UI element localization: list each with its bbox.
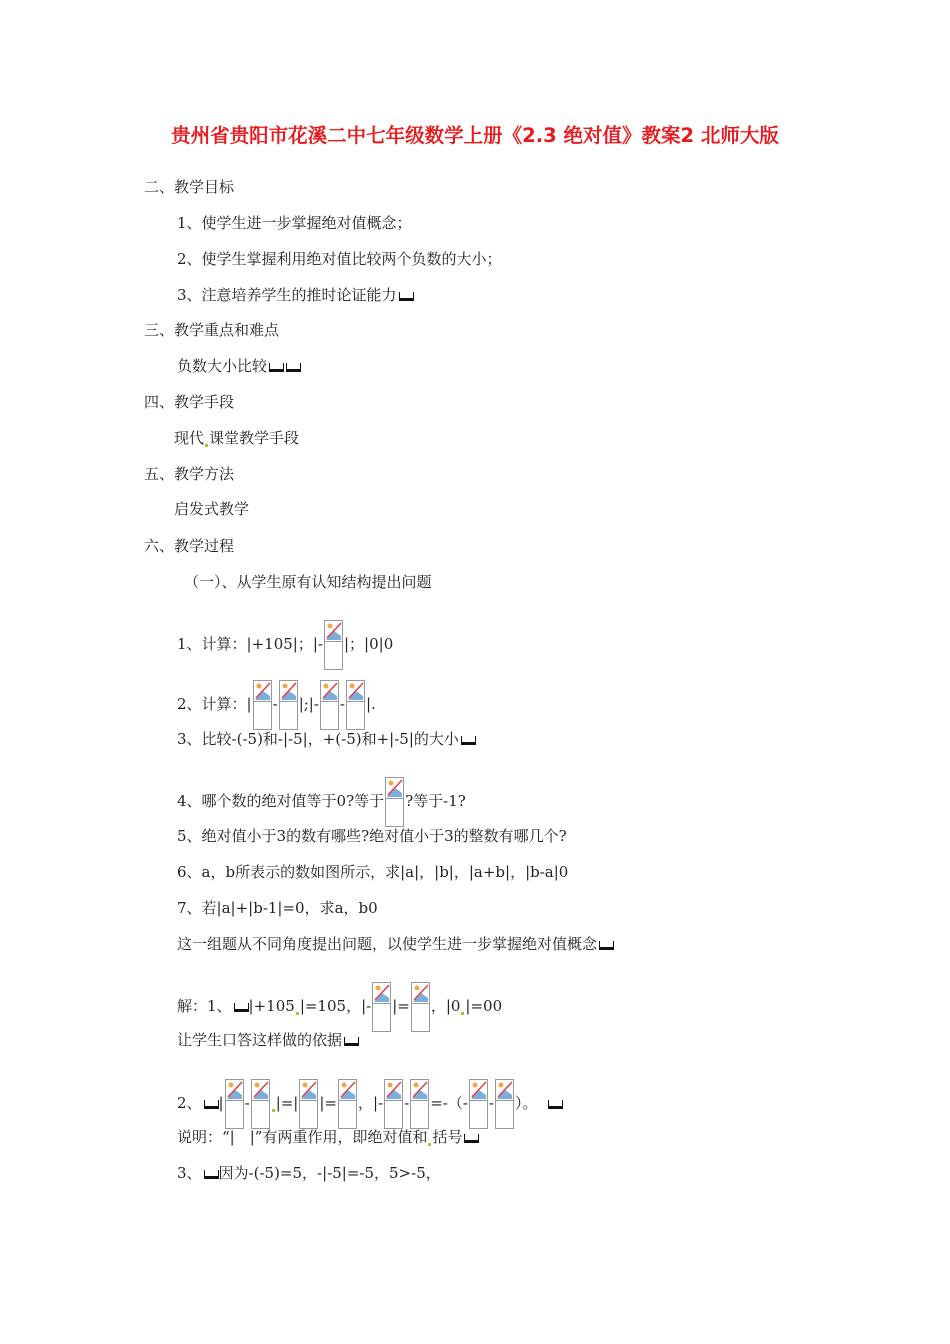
fraction-divider xyxy=(280,701,297,702)
glyph-sun xyxy=(342,1083,347,1088)
glyph-sun xyxy=(472,1083,477,1088)
s-text: |= xyxy=(319,1094,337,1112)
fraction-image-icon xyxy=(320,680,339,730)
watermark-mark xyxy=(204,1100,219,1109)
fraction-image-icon xyxy=(225,1079,244,1129)
glyph-sun xyxy=(414,986,419,991)
fraction-divider xyxy=(325,641,342,642)
section-body xyxy=(177,356,301,376)
fraction-divider xyxy=(386,798,403,799)
stray-dot xyxy=(272,1109,275,1112)
section-body xyxy=(174,428,299,448)
body-text: 课堂教学手段 xyxy=(209,429,300,447)
goal-item xyxy=(177,285,414,305)
watermark-mark xyxy=(464,1134,479,1143)
goal-item: 2、使学生掌握利用绝对值比较两个负数的大小； xyxy=(177,250,502,268)
glyph-sun xyxy=(303,1083,308,1088)
broken-image-glyph xyxy=(339,1080,356,1100)
fraction-image-icon xyxy=(411,982,430,1032)
fraction-image-icon xyxy=(410,1079,429,1129)
q-text: 1、计算：|+105|；|- xyxy=(177,635,323,653)
ask-text: 让学生口答这样做的依据 xyxy=(177,1031,343,1049)
solution-2 xyxy=(177,1079,563,1129)
watermark-mark xyxy=(344,1037,359,1046)
fraction-image-icon xyxy=(384,1079,403,1129)
ask-line xyxy=(177,1030,359,1050)
glyph-sun xyxy=(389,781,394,786)
q-text: |;|- xyxy=(298,695,319,713)
broken-image-glyph xyxy=(386,778,403,798)
broken-image-glyph xyxy=(496,1080,513,1100)
fraction-image-icon xyxy=(495,1079,514,1129)
question-4 xyxy=(177,777,466,827)
q-text: |. xyxy=(366,695,376,713)
fraction-divider xyxy=(385,1100,402,1101)
stray-dot xyxy=(296,1012,299,1015)
watermark-mark xyxy=(461,736,476,745)
glyph-sun xyxy=(350,684,355,689)
watermark-mark xyxy=(399,292,414,301)
q-text: - xyxy=(272,695,278,713)
s-text: - xyxy=(488,1094,494,1112)
s-text: 因为-(-5)=5，-|-5|=-5，5>-5， xyxy=(218,1164,441,1182)
question-6: 6、a，b所表示的数如图所示，求|a|，|b|，|a+b|，|b-a|0 xyxy=(177,863,569,881)
section-heading: 四、教学手段 xyxy=(144,393,235,411)
glyph-sun xyxy=(254,1083,259,1088)
explain-text: 括号 xyxy=(432,1128,463,1146)
broken-image-glyph xyxy=(470,1080,487,1100)
solution-1 xyxy=(177,982,502,1032)
broken-image-glyph xyxy=(411,1080,428,1100)
watermark-mark xyxy=(234,1003,249,1012)
q-text: 4、哪个数的绝对值等于0?等于 xyxy=(177,792,385,810)
glyph-sun xyxy=(282,684,287,689)
fraction-divider xyxy=(373,1003,390,1004)
s-text: |= xyxy=(392,997,410,1015)
s-text: 解：1、 xyxy=(177,997,232,1015)
glyph-sun xyxy=(388,1083,393,1088)
s-text: ，|0 xyxy=(430,997,461,1015)
fraction-divider xyxy=(339,1100,356,1101)
s-text: 3、 xyxy=(177,1164,202,1182)
fraction-divider xyxy=(252,1100,269,1101)
fraction-image-icon xyxy=(324,620,343,670)
q-text: |；|0|0 xyxy=(343,635,394,653)
broken-image-glyph xyxy=(254,681,271,701)
question-7: 7、若|a|+|b-1|=0，求a，b0 xyxy=(177,899,378,917)
body-text: 现代 xyxy=(174,429,205,447)
fraction-image-icon xyxy=(251,1079,270,1129)
s-text: ）。 xyxy=(515,1094,538,1112)
s-text: |+105 xyxy=(248,997,295,1015)
fraction-image-icon xyxy=(372,982,391,1032)
fraction-image-icon xyxy=(299,1079,318,1129)
watermark-mark xyxy=(599,941,614,950)
question-3 xyxy=(177,729,476,749)
q-text: - xyxy=(339,695,345,713)
q-text: 3、比较-(-5)和-|-5|，+(-5)和+|-5|的大小 xyxy=(177,730,459,748)
stray-dot xyxy=(205,444,208,447)
s-text: 2、 xyxy=(177,1094,202,1112)
glyph-sun xyxy=(327,624,332,629)
section-heading: 五、教学方法 xyxy=(144,465,235,483)
stray-dot xyxy=(461,1012,464,1015)
broken-image-glyph xyxy=(252,1080,269,1100)
s-text: =-（- xyxy=(430,1094,468,1112)
q-text: ?等于-1? xyxy=(405,792,466,810)
fraction-divider xyxy=(254,701,271,702)
watermark-mark xyxy=(286,363,301,372)
fraction-divider xyxy=(470,1100,487,1101)
fraction-image-icon xyxy=(279,680,298,730)
explain-text: 说明：“| |”有两重作用，即绝对值和 xyxy=(177,1128,428,1146)
glyph-sun xyxy=(323,684,328,689)
fraction-image-icon xyxy=(253,680,272,730)
s-text: - xyxy=(404,1094,410,1112)
glyph-sun xyxy=(499,1083,504,1088)
fraction-divider xyxy=(226,1100,243,1101)
broken-image-glyph xyxy=(321,681,338,701)
goal-text: 3、注意培养学生的推时论证能力 xyxy=(177,286,397,304)
watermark-mark xyxy=(204,1170,219,1179)
broken-image-glyph xyxy=(325,621,342,641)
watermark-mark xyxy=(548,1100,563,1109)
broken-image-glyph xyxy=(280,681,297,701)
fraction-divider xyxy=(411,1100,428,1101)
broken-image-glyph xyxy=(412,983,429,1003)
fraction-image-icon xyxy=(346,680,365,730)
fraction-divider xyxy=(496,1100,513,1101)
glyph-sun xyxy=(414,1083,419,1088)
broken-image-glyph xyxy=(385,1080,402,1100)
broken-image-glyph xyxy=(226,1080,243,1100)
section-heading: 六、教学过程 xyxy=(144,537,235,555)
broken-image-glyph xyxy=(300,1080,317,1100)
fraction-divider xyxy=(321,701,338,702)
broken-image-glyph xyxy=(373,983,390,1003)
s-text: - xyxy=(244,1094,250,1112)
fraction-divider xyxy=(347,701,364,702)
section-body: 启发式教学 xyxy=(174,500,250,518)
s-text: | xyxy=(218,1094,224,1112)
question-2 xyxy=(177,680,376,730)
fraction-divider xyxy=(412,1003,429,1004)
question-1 xyxy=(177,620,393,670)
goal-item: 1、使学生进一步掌握绝对值概念； xyxy=(177,214,412,232)
glyph-sun xyxy=(376,986,381,991)
solution-3 xyxy=(177,1163,441,1183)
document-title: 贵州省贵阳市花溪二中七年级数学上册《2.3 绝对值》教案2 北师大版 xyxy=(171,124,779,147)
question-5: 5、绝对值小于3的数有哪些?绝对值小于3的整数有哪几个? xyxy=(177,827,567,845)
s-text: |=00 xyxy=(465,997,503,1015)
fraction-image-icon xyxy=(385,777,404,827)
watermark-mark xyxy=(269,363,284,372)
subsection-heading: （一）、从学生原有认知结构提出问题 xyxy=(184,573,432,591)
section-heading: 三、教学重点和难点 xyxy=(144,321,280,339)
glyph-sun xyxy=(228,1083,233,1088)
note-text: 这一组题从不同角度提出问题，以使学生进一步掌握绝对值概念 xyxy=(177,935,598,953)
glyph-sun xyxy=(256,684,261,689)
body-text: 负数大小比较 xyxy=(177,357,268,375)
explain-line xyxy=(177,1127,479,1147)
fraction-divider xyxy=(300,1100,317,1101)
stray-dot xyxy=(428,1143,431,1146)
s-text: |=| xyxy=(275,1094,299,1112)
s-text: ，|- xyxy=(358,1094,384,1112)
section-heading: 二、教学目标 xyxy=(144,178,235,196)
broken-image-glyph xyxy=(347,681,364,701)
fraction-image-icon xyxy=(338,1079,357,1129)
s-text: |=105，|- xyxy=(299,997,372,1015)
fraction-image-icon xyxy=(469,1079,488,1129)
note-line xyxy=(177,934,614,954)
q-text: 2、计算：| xyxy=(177,695,252,713)
